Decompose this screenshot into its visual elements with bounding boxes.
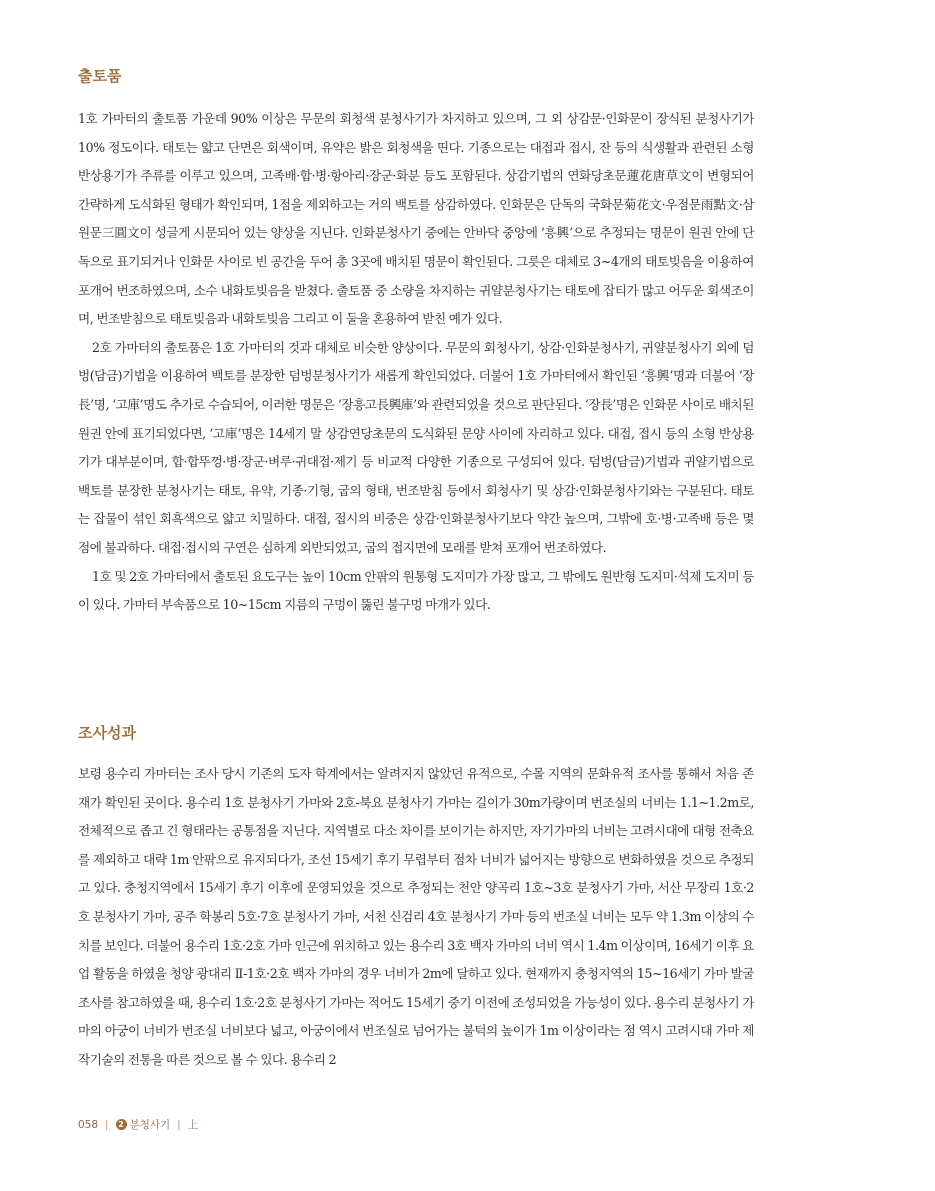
paragraph-kiln1-artifacts: 1호 가마터의 출토품 가운데 90% 이상은 무문의 회청색 분청사기가 차지하고 있으며, 그 외 상감문·인화문이 장식된 분청사기가 10% 정도이다. 태토는 얇고 단면은 회색이며, 유약은 밝은 회청색을 띤다. 기종으로는 대접과 접시, 잔 등의 식생활과 관련된 소형 반상용기가 주류를 이루고 있으며, 고족배·합·병·항아리·장군·화분 등도 포함된다. 상감기법의 연화당초문蓮花唐草文이 변형되어 간략하게 도식화된 형태가 확인되며, 1점을 제외하고는 거의 백토를 상감하였다. 인화문은 단독의 국화문菊花文·우점문雨點文·삼원문三圓文이 성글게 시문되어 있는 양상을 지닌다. 인화분청사기 중에는 안바닥 중앙에 ‘흥興’으로 추정되는 명문이 원권 안에 단독으로 표기되거나 인화문 사이로 빈 공간을 두어 총 3곳에 배치된 명문이 확인된다. 그릇은 대체로 3~4개의 태토빚음을 이용하여 포개어 번조하였으며, 소수 내화토빚음을 받쳤다. 출토품 중 소량을 차지하는 귀얄분청사기는 태토에 잡티가 많고 어두운 회색조이며, 번조받침으로 태토빚음과 내화토빚음 그리고 이 둘을 혼용하여 받친 예가 있다. (78, 111, 754, 327)
page-footer (78, 1117, 198, 1132)
paragraph-survey-results: 보령 용수리 가마터는 조사 당시 기존의 도자 학계에서는 알려지지 않았던 유적으로, 수몰 지역의 문화유적 조사를 통해서 처음 존재가 확인된 곳이다. 용수리 1호 분청사기 가마와 2호-북요 분청사기 가마는 길이가 30m가량이며 번조실의 너비는 1.1~1.2m로, 전체적으로 좁고 긴 형태라는 공통점을 지닌다. 지역별로 다소 차이를 보이기는 하지만, 자기가마의 너비는 고려시대에 대형 전축요를 제외하고 대략 1m 안팎으로 유지되다가, 조선 15세기 후기 무렵부터 점차 너비가 넓어지는 방향으로 변화하였을 것으로 추정되고 있다. 충청지역에서 15세기 후기 이후에 운영되었을 것으로 추정되는 천안 양곡리 1호~3호 분청사기 가마, 서산 무장리 1호·2호 분청사기 가마, 공주 학봉리 5호·7호 분청사기 가마, 서천 신검리 4호 분청사기 가마 등의 번조실 너비는 모두 약 1.3m 이상의 수치를 보인다. 더불어 용수리 1호·2호 가마 인근에 위치하고 있는 용수리 3호 백자 가마의 너비 역시 1.4m 이상이며, 16세기 이후 요업 활동을 하였을 청양 광대리 Ⅱ-1호·2호 백자 가마의 경우 너비가 2m에 달하고 있다. 현재까지 충청지역의 15~16세기 가마 발굴조사를 참고하였을 때, 용수리 1호·2호 분청사기 가마는 적어도 15세기 중기 이전에 조성되었을 가능성이 있다. 용수리 분청사기 가마의 아궁이 너비가 번조실 너비보다 넓고, 아궁이에서 번조실로 넘어가는 불턱의 높이가 1m 이상이라는 점 역시 고려시대 가마 제작기술의 전통을 따른 것으로 볼 수 있다. 용수리 2 (78, 766, 754, 1067)
section-body-artifacts (78, 105, 754, 620)
volume-label: 上 (187, 1119, 199, 1131)
chapter-title: 분청사기 (129, 1119, 171, 1131)
section-title-artifacts: 출토품 (78, 67, 122, 85)
chapter-number-badge: 2 (116, 1119, 127, 1130)
page-number: 058 (78, 1118, 99, 1131)
paragraph-kiln-tools: 1호 및 2호 가마터에서 출토된 요도구는 높이 10cm 안팎의 원통형 도지미가 가장 많고, 그 밖에도 원반형 도지미·석제 도지미 등이 있다. 가마터 부속품으로 10~15cm 지름의 구멍이 뚫린 불구멍 마개가 있다. (78, 568, 754, 613)
footer-divider: | (105, 1118, 109, 1131)
section-body-results (78, 760, 754, 1075)
paragraph-kiln2-artifacts: 2호 가마터의 출토품은 1호 가마터의 것과 대체로 비슷한 양상이다. 무문의 회청사기, 상감·인화분청사기, 귀얄분청사기 외에 덤벙(담금)기법을 이용하여 백토를 분장한 덤벙분청사기가 새롭게 확인되었다. 더불어 1호 가마터에서 확인된 ‘흥興’명과 더불어 ‘장長’명, ‘고庫’명도 추가로 수습되어, 이러한 명문은 ‘장흥고長興庫’와 관련되었을 것으로 판단된다. ‘장長’명은 인화문 사이로 배치된 원권 안에 표기되었다면, ‘고庫’명은 14세기 말 상감연당초문의 도식화된 문양 사이에 자리하고 있다. 대접, 접시 등의 소형 반상용기가 대부분이며, 합·합뚜껑·병·장군·벼루·귀대접·제기 등 비교적 다양한 기종으로 구성되어 있다. 덤벙(담금)기법과 귀얄기법으로 백토를 분장한 분청사기는 태토, 유약, 기종·기형, 굽의 형태, 번조받침 등에서 회청사기 및 상감·인화분청사기와는 구분된다. 태토는 잡물이 섞인 회흑색으로 얇고 치밀하다. 대접, 접시의 비중은 상감·인화분청사기보다 약간 높으며, 그밖에 호·병·고족배 등은 몇 점에 불과하다. 대접·접시의 구연은 심하게 외반되었고, 굽의 접지면에 모래를 받쳐 포개어 번조하였다. (78, 339, 754, 555)
footer-divider-2: | (177, 1118, 181, 1131)
section-results (78, 723, 754, 1075)
section-artifacts (78, 66, 754, 620)
section-title-results: 조사성과 (78, 724, 136, 742)
